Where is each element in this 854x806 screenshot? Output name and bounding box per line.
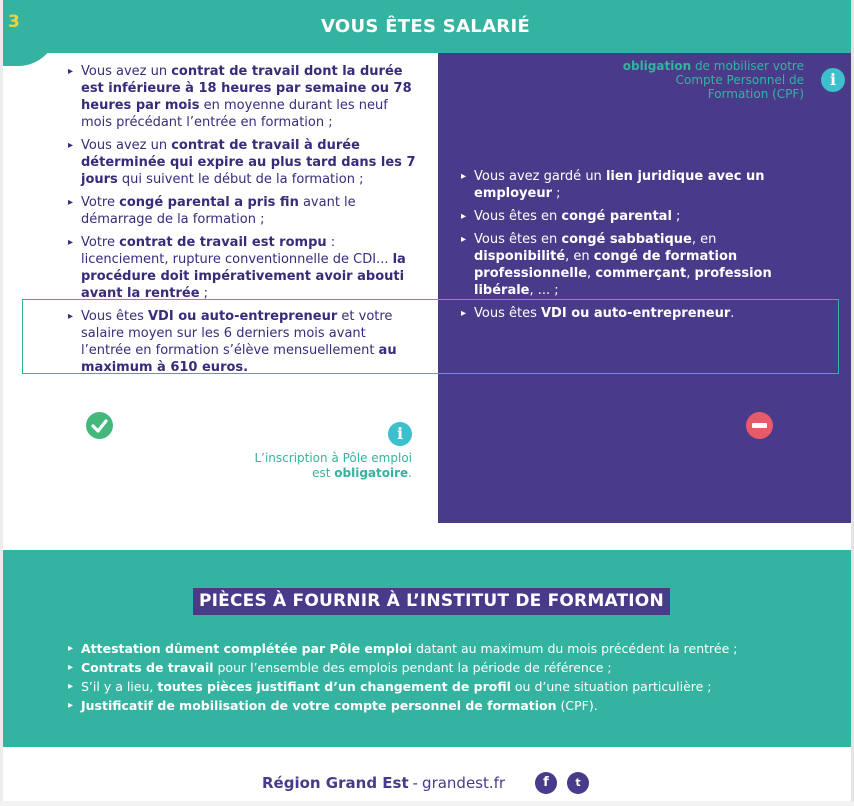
- list-item-text: en moyenne durant les neuf mois précédant l’entrée en formation ;: [81, 98, 388, 130]
- list-item-text: Vous avez gardé un: [474, 169, 606, 184]
- list-item-bold-text: contrat de travail dont la durée est inférieure à 18 heures par semaine ou 78 heures par mois: [81, 64, 412, 113]
- pole-note-suffix: .: [408, 466, 412, 480]
- cpf-note-text: de mobiliser votre Compte Personnel de Formation (CPF): [675, 59, 804, 101]
- pole-note-prefix: est: [312, 466, 335, 480]
- list-item: [461, 231, 791, 299]
- list-item-text: Votre: [81, 195, 120, 210]
- info-icon: i: [388, 422, 412, 446]
- list-item-text: Vous êtes: [474, 306, 541, 321]
- list-item: [68, 659, 828, 677]
- list-item-text: , en: [691, 232, 717, 247]
- list-item-bold-text: Attestation dûment complétée par Pôle emploi: [81, 641, 413, 656]
- list-item-bold-text: la procédure doit impérativement avoir abouti avant la rentrée: [81, 252, 406, 301]
- pole-note-line1: L’inscription à Pôle emploi: [254, 451, 412, 465]
- list-item-text: , ... ;: [529, 283, 559, 298]
- list-item-text: avant le démarrage de la formation ;: [81, 195, 356, 227]
- cpf-note: [620, 59, 804, 101]
- list-item-text: Vous êtes: [81, 309, 148, 324]
- list-item-bold-text: disponibilité: [474, 249, 566, 264]
- section-title: VOUS ÊTES SALARIÉ: [320, 16, 531, 37]
- list-item-text: ;: [552, 186, 561, 201]
- list-item-bold-text: VDI ou auto-entrepreneur: [147, 309, 338, 324]
- list-item-text: Vous êtes en: [474, 209, 562, 224]
- list-item-text: ;: [199, 286, 209, 301]
- footer-brand: Région Grand Est: [262, 774, 409, 792]
- documents-title: PIÈCES À FOURNIR À L’INSTITUT DE FORMATION: [193, 588, 670, 615]
- list-item: [68, 194, 418, 228]
- list-item-bold-text: congé parental a pris fin: [119, 195, 299, 210]
- list-item-bold-text: lien juridique avec un employeur: [474, 169, 765, 201]
- footer-separator: -: [412, 774, 419, 792]
- footer: [0, 770, 851, 798]
- footer-text: [262, 774, 505, 792]
- section-header: [0, 0, 851, 53]
- footer-site-link[interactable]: grandest.fr: [422, 774, 506, 792]
- list-item: [68, 63, 418, 131]
- info-icon: i: [821, 68, 845, 92]
- list-item: [68, 640, 828, 658]
- no-entry-icon: [746, 412, 773, 439]
- list-item-bold-text: VDI ou auto-entrepreneur: [540, 306, 731, 321]
- page-edge-bottom: [0, 801, 854, 806]
- list-item-bold-text: au maximum à 610 euros.: [81, 343, 397, 375]
- page-edge-left: [0, 0, 3, 806]
- list-item-text: Votre: [81, 235, 120, 250]
- list-item-bold-text: toutes pièces justifiant d’un changement de profil: [157, 679, 511, 694]
- list-item: [461, 168, 791, 202]
- list-item-text: datant au maximum du mois précédent la rentrée ;: [412, 641, 738, 656]
- list-item-text: ;: [671, 209, 681, 224]
- section-number: 3: [8, 12, 20, 32]
- list-item-text: ,: [587, 266, 596, 281]
- list-item: [68, 234, 418, 302]
- check-icon: [86, 412, 113, 439]
- list-item-text: S’il y a lieu,: [81, 679, 158, 694]
- documents-list: [68, 640, 828, 716]
- list-item: [68, 137, 418, 188]
- list-item-bold-text: profession libérale: [474, 266, 772, 298]
- list-item-bold-text: contrat de travail est rompu: [119, 235, 327, 250]
- list-item-text: qui suivent le début de la formation ;: [117, 172, 364, 187]
- list-item-bold-text: Contrats de travail: [81, 660, 214, 675]
- list-item-text: et votre salaire moyen sur les 6 derniers mois avant l’entrée en formation s’élève mensuellement: [81, 309, 393, 358]
- list-item: [68, 678, 828, 696]
- list-item-bold-text: congé de formation professionnelle: [474, 249, 738, 281]
- list-item: [68, 697, 828, 715]
- list-item-text: : licenciement, rupture conventionnelle de CDI...: [81, 235, 393, 267]
- list-item-bold-text: congé parental: [561, 209, 672, 224]
- list-item-bold-text: Justificatif de mobilisation de votre compte personnel de formation: [81, 698, 557, 713]
- list-item-text: (CPF).: [556, 698, 598, 713]
- list-item: [461, 208, 791, 225]
- list-item-text: Vous avez un: [81, 138, 172, 153]
- list-item-bold-text: commerçant: [595, 266, 687, 281]
- twitter-icon[interactable]: t: [567, 772, 589, 794]
- list-item-text: pour l’ensemble des emplois pendant la période de référence ;: [213, 660, 612, 675]
- list-item-bold-text: congé sabbatique: [561, 232, 692, 247]
- cpf-note-bold: obligation: [622, 59, 692, 73]
- list-item-text: , en: [565, 249, 594, 264]
- pole-note-line2: [222, 466, 412, 481]
- list-item-bold-text: contrat de travail à durée déterminée qui expire au plus tard dans les 7 jours: [81, 138, 416, 187]
- facebook-icon[interactable]: f: [535, 772, 557, 794]
- list-item-text: Vous avez un: [81, 64, 172, 79]
- list-item-text: Vous êtes en: [474, 232, 562, 247]
- pole-note-bold: obligatoire: [334, 466, 409, 480]
- list-item-text: ou d’une situation particulière ;: [510, 679, 712, 694]
- list-item-text: .: [730, 306, 735, 321]
- list-item-text: ,: [686, 266, 695, 281]
- vdi-highlight-frame: [22, 299, 839, 374]
- pole-emploi-note: [222, 451, 412, 481]
